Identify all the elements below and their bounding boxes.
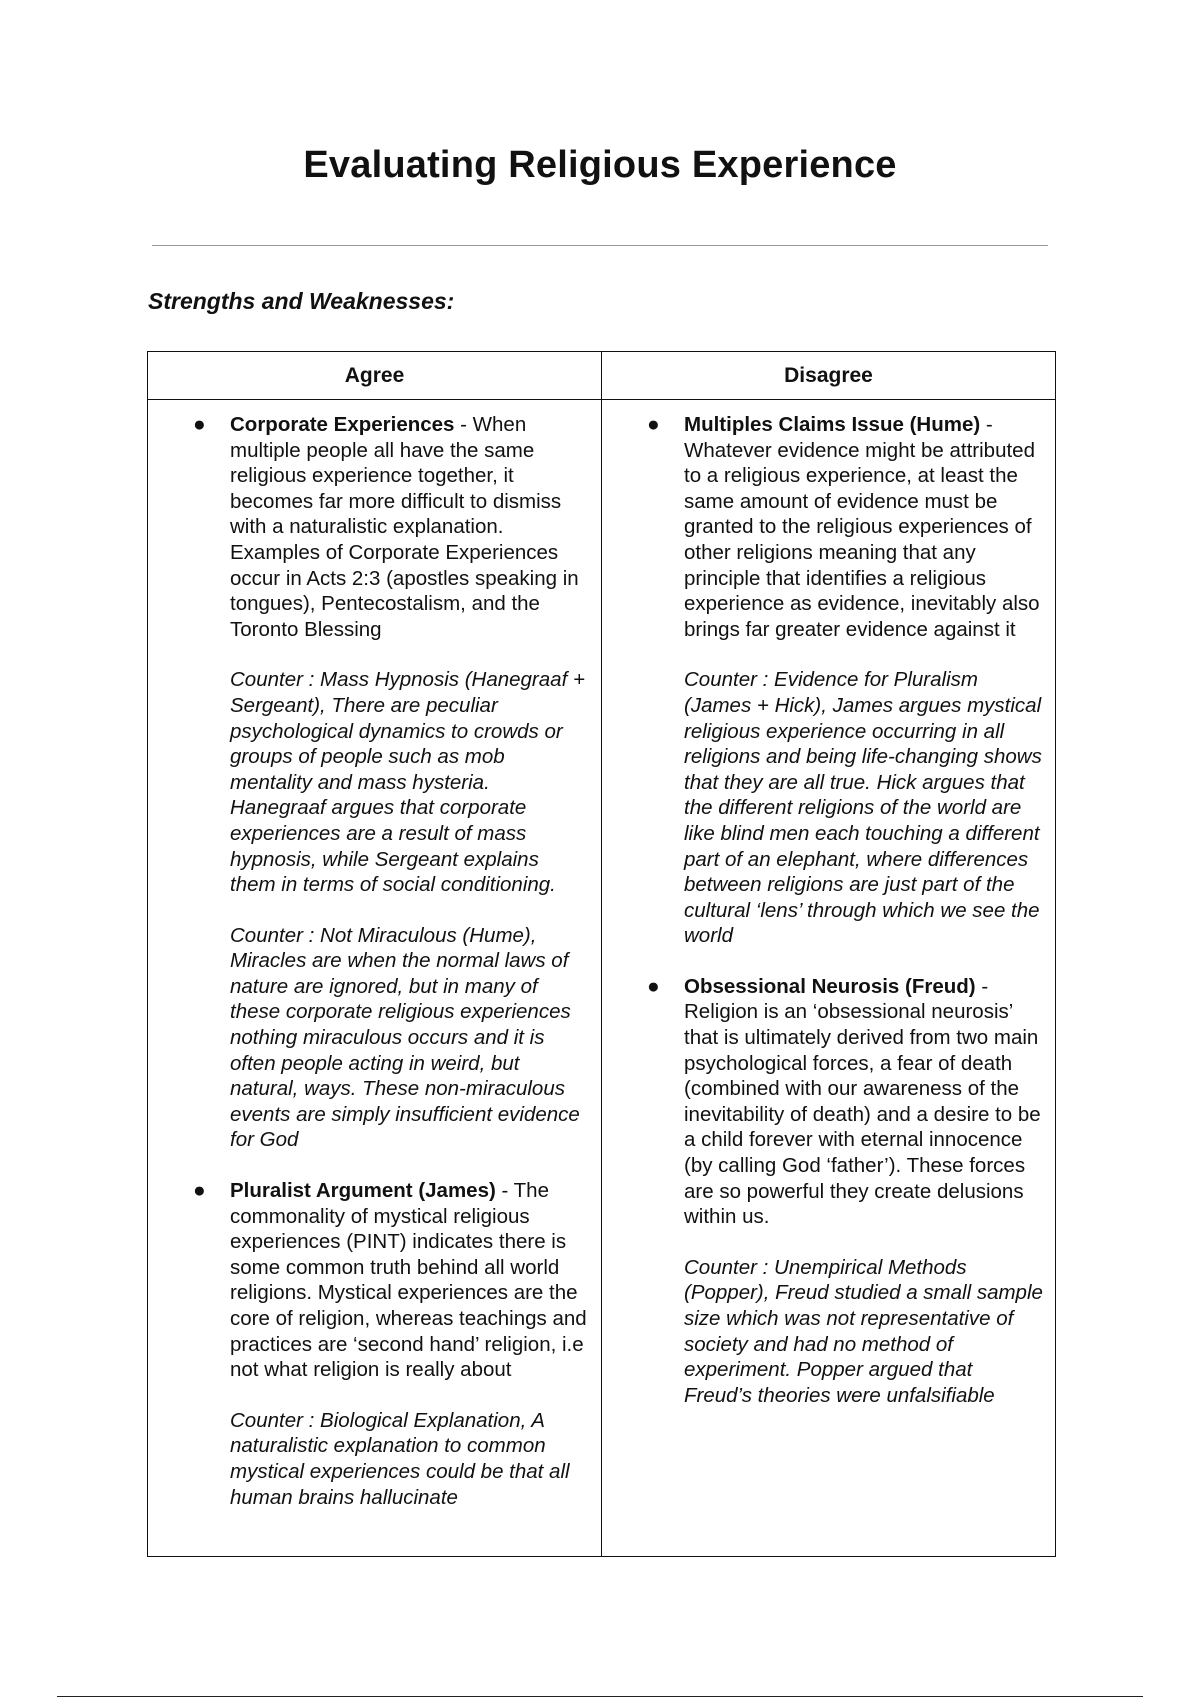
argument-obsessional-neurosis xyxy=(602,974,1043,1409)
argument-text xyxy=(230,1178,589,1383)
argument-heading: Multiples Claims Issue (Hume) xyxy=(684,413,981,436)
argument-multiple-claims xyxy=(602,412,1043,949)
counter-not-miraculous: Counter : Not Miraculous (Hume), Miracles are when the normal laws of nature are ignored, but in many of these corporate religious experiences nothing miraculous occurs and it is often people acting in weird, but natural, ways. These non-miraculous events are simply insufficient evidence for God xyxy=(230,923,580,1152)
table-header-row xyxy=(148,352,1056,400)
counter-evidence-for-pluralism: Counter : Evidence for Pluralism (James + Hick), James argues mystical religious experience occurring in all religions and being life-changing shows that they are all true. Hick argues that the different religions of the world are like blind men each touching a different part of an elephant, where differences between religions are just part of the cultural ‘lens’ through which we see the world xyxy=(684,668,1042,948)
argument-body: - When multiple people all have the same religious experience together, it becomes far more difficult to dismiss with a naturalistic explanation. Examples of Corporate Experiences occur in Acts 2:3 (apostles speaking in tongues), Pentecostalism, and the Toronto Blessing xyxy=(230,413,579,641)
counter-unempirical-methods: Counter : Unempirical Methods (Popper), Freud studied a small sample size which was not representative of society and had no method of experiment. Popper argued that Freud’s theories were unfalsifiable xyxy=(684,1255,1043,1407)
bullet-icon: ● xyxy=(193,1179,206,1203)
strengths-weaknesses-table xyxy=(147,351,1056,1557)
title-divider xyxy=(152,245,1048,246)
bullet-icon: ● xyxy=(647,413,660,436)
argument-body: - Whatever evidence might be attributed to a religious experience, at least the same amount of evidence must be granted to the religious experiences of other religions meaning that any principle that identifies a religious experience as evidence, inevitably also brings far greater evidence against it xyxy=(684,413,1040,641)
argument-heading: Pluralist Argument (James) xyxy=(230,1179,496,1203)
page-bottom-divider xyxy=(57,1696,1143,1697)
bullet-icon: ● xyxy=(647,974,660,998)
argument-corporate-experiences xyxy=(148,412,589,1153)
argument-heading: Corporate Experiences xyxy=(230,413,455,436)
counter-mass-hypnosis: Counter : Mass Hypnosis (Hanegraaf + Sergeant), There are peculiar psychological dynamics to crowds or groups of people such as mob mentality and mass hysteria. Hanegraaf argues that corporate experiences are a result of mass hypnosis, while Sergeant explains them in terms of social conditioning. xyxy=(230,668,585,897)
document-title: Evaluating Religious Experience xyxy=(303,144,897,186)
agree-column-header: Agree xyxy=(148,352,602,400)
agree-column xyxy=(148,400,602,1557)
table-body-row xyxy=(148,400,1056,1557)
agree-argument-list xyxy=(148,412,589,1510)
disagree-column-header: Disagree xyxy=(602,352,1056,400)
argument-pluralist xyxy=(148,1178,589,1510)
argument-body: - Religion is an ‘obsessional neurosis’ that is ultimately derived from two main psychological forces, a fear of death (combined with our awareness of the inevitability of death) and a desire to be a child forever with eternal innocence (by calling God ‘father’). These forces are so powerful they create delusions within us. xyxy=(684,974,1041,1229)
argument-text xyxy=(684,412,1043,642)
section-subtitle: Strengths and Weaknesses: xyxy=(148,288,455,314)
disagree-column xyxy=(602,400,1056,1557)
bullet-icon: ● xyxy=(193,413,206,436)
argument-body: - The commonality of mystical religious experiences (PINT) indicates there is some common truth behind all world religions. Mystical experiences are the core of religion, whereas teachings and practices are ‘second hand’ religion, i.e not what religion is really about xyxy=(230,1179,587,1382)
argument-heading: Obsessional Neurosis (Freud) xyxy=(684,974,976,998)
counter-biological-explanation: Counter : Biological Explanation, A naturalistic explanation to common mystical experiences could be that all human brains hallucinate xyxy=(230,1408,570,1509)
argument-text xyxy=(230,412,589,642)
disagree-argument-list xyxy=(602,412,1043,1408)
argument-text xyxy=(684,974,1043,1230)
